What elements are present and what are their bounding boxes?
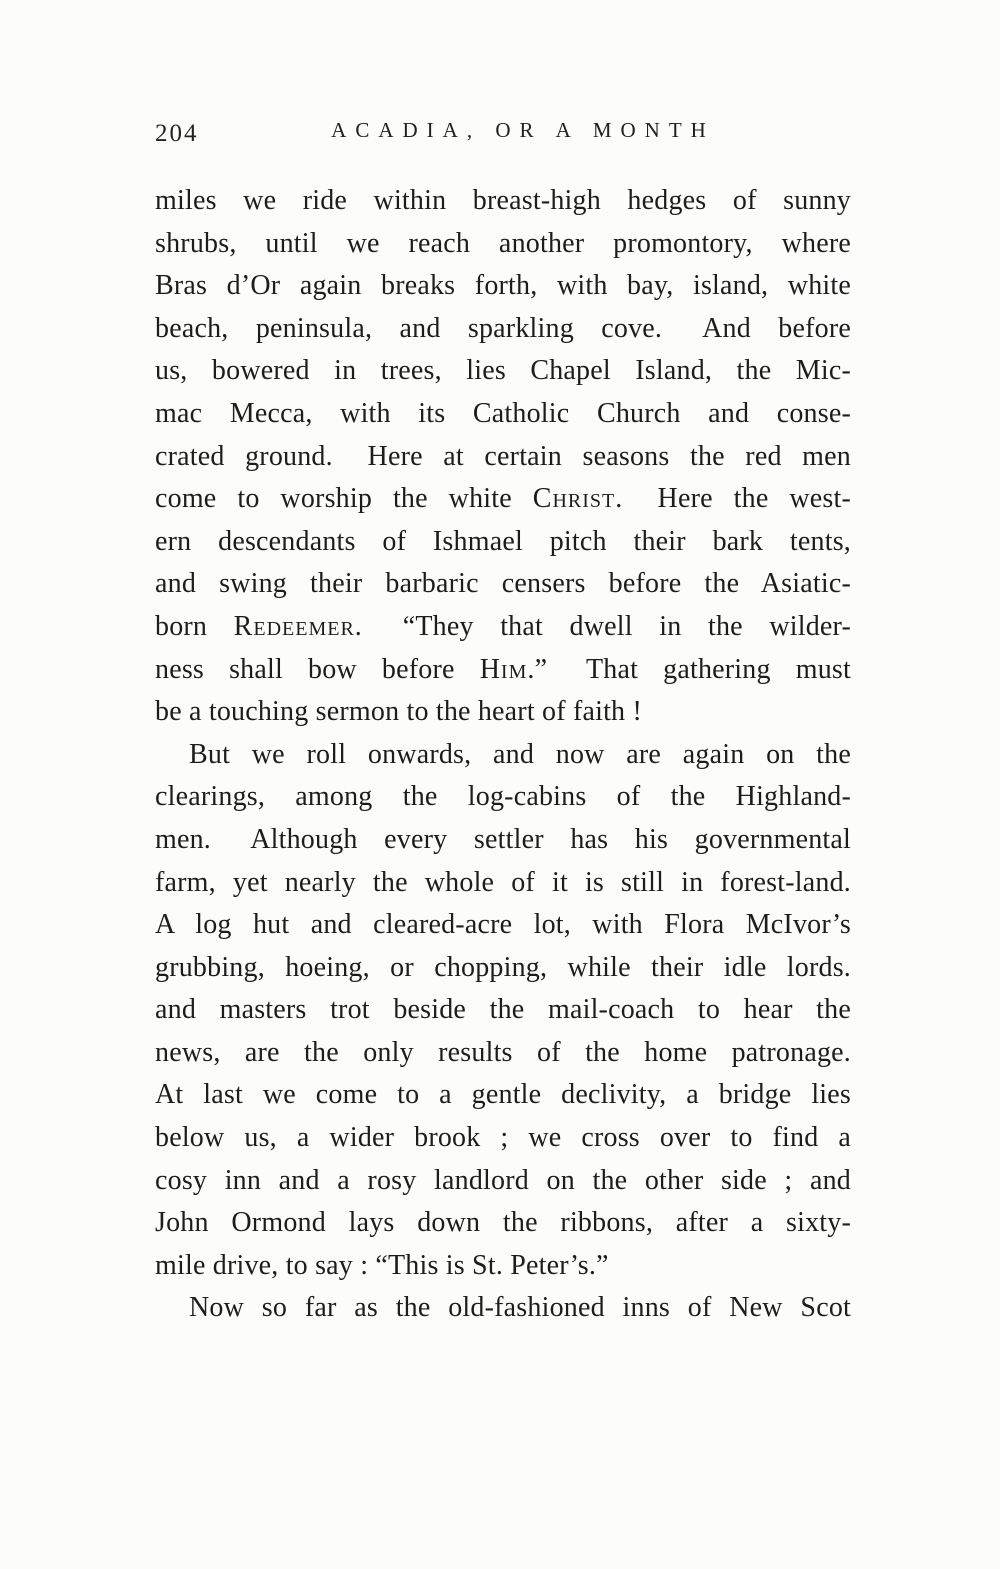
text-segment: But we roll onwards, and now are again on the — [189, 738, 851, 770]
text-line — [155, 436, 851, 479]
text-line — [155, 819, 851, 862]
text-line — [155, 478, 851, 521]
text-segment: Now so far as the old-fashioned inns of New Scot — [189, 1292, 851, 1324]
text-segment: be a touching sermon to the heart of faith ! — [155, 696, 642, 728]
text-line — [155, 1032, 851, 1075]
text-segment: us, bowered in trees, lies Chapel Island, the Mic- — [155, 355, 851, 387]
text-segment: Bras d’Or again breaks forth, with bay, island, white — [155, 270, 851, 302]
text-line — [155, 308, 851, 351]
text-line — [155, 180, 851, 223]
text-segment: farm, yet nearly the whole of it is still in forest-land. — [155, 866, 851, 898]
text-segment: . “They that dwell in the wilder- — [354, 610, 852, 642]
text-segment: .” That gathering must — [527, 653, 851, 685]
text-line — [155, 947, 851, 990]
text-line — [155, 350, 851, 393]
text-line — [155, 989, 851, 1032]
text-segment: ern descendants of Ishmael pitch their bark tents, — [155, 525, 851, 557]
text-segment: mile drive, to say : “This is St. Peter’s.” — [155, 1249, 609, 1281]
text-line — [155, 223, 851, 266]
text-line — [155, 1287, 851, 1330]
text-segment: beach, peninsula, and sparkling cove. And before — [155, 312, 851, 344]
text-segment: clearings, among the log-cabins of the Highland- — [155, 781, 851, 813]
text-line — [155, 393, 851, 436]
text-line — [155, 649, 851, 692]
text-line — [155, 776, 851, 819]
text-segment: A log hut and cleared-acre lot, with Flora McIvor’s — [155, 909, 851, 941]
text-segment: and masters trot beside the mail-coach to hear the — [155, 994, 851, 1026]
running-header: ACADIA, OR A MONTH — [331, 118, 715, 142]
text-segment: cosy inn and a rosy landlord on the other side ; and — [155, 1164, 851, 1196]
body-text — [155, 180, 851, 1330]
text-segment: ness shall bow before — [155, 653, 480, 685]
text-segment: grubbing, hoeing, or chopping, while their idle lords. — [155, 951, 851, 983]
text-segment: born — [155, 610, 234, 642]
text-segment: shrubs, until we reach another promontory, where — [155, 227, 851, 259]
page-header — [155, 118, 851, 154]
text-line — [155, 691, 851, 734]
text-segment: below us, a wider brook ; we cross over to find a — [155, 1122, 851, 1154]
text-line — [155, 1160, 851, 1203]
text-line — [155, 606, 851, 649]
page-number: 204 — [155, 120, 199, 147]
text-segment: miles we ride within breast-high hedges of sunny — [155, 185, 851, 216]
text-line — [155, 734, 851, 777]
text-line — [155, 1245, 851, 1288]
text-segment: . Here the west- — [615, 483, 851, 515]
text-segment: and swing their barbaric censers before the Asiatic- — [155, 568, 851, 600]
text-segment: crated ground. Here at certain seasons the red men — [155, 440, 851, 472]
text-segment: men. Although every settler has his governmental — [155, 823, 851, 855]
text-line — [155, 904, 851, 947]
text-line — [155, 265, 851, 308]
smallcaps-word: Redeemer — [233, 610, 355, 642]
text-line — [155, 1074, 851, 1117]
smallcaps-word: Him — [479, 653, 528, 685]
text-segment: John Ormond lays down the ribbons, after a sixty- — [155, 1207, 851, 1239]
text-line — [155, 1117, 851, 1160]
text-segment: come to worship the white — [155, 483, 533, 515]
text-line — [155, 563, 851, 606]
text-line — [155, 862, 851, 905]
text-line — [155, 1202, 851, 1245]
text-segment: news, are the only results of the home patronage. — [155, 1036, 851, 1068]
text-segment: mac Mecca, with its Catholic Church and conse- — [155, 397, 851, 429]
text-line — [155, 521, 851, 564]
smallcaps-word: Christ — [532, 483, 616, 515]
text-segment: At last we come to a gentle declivity, a bridge lies — [155, 1079, 851, 1111]
